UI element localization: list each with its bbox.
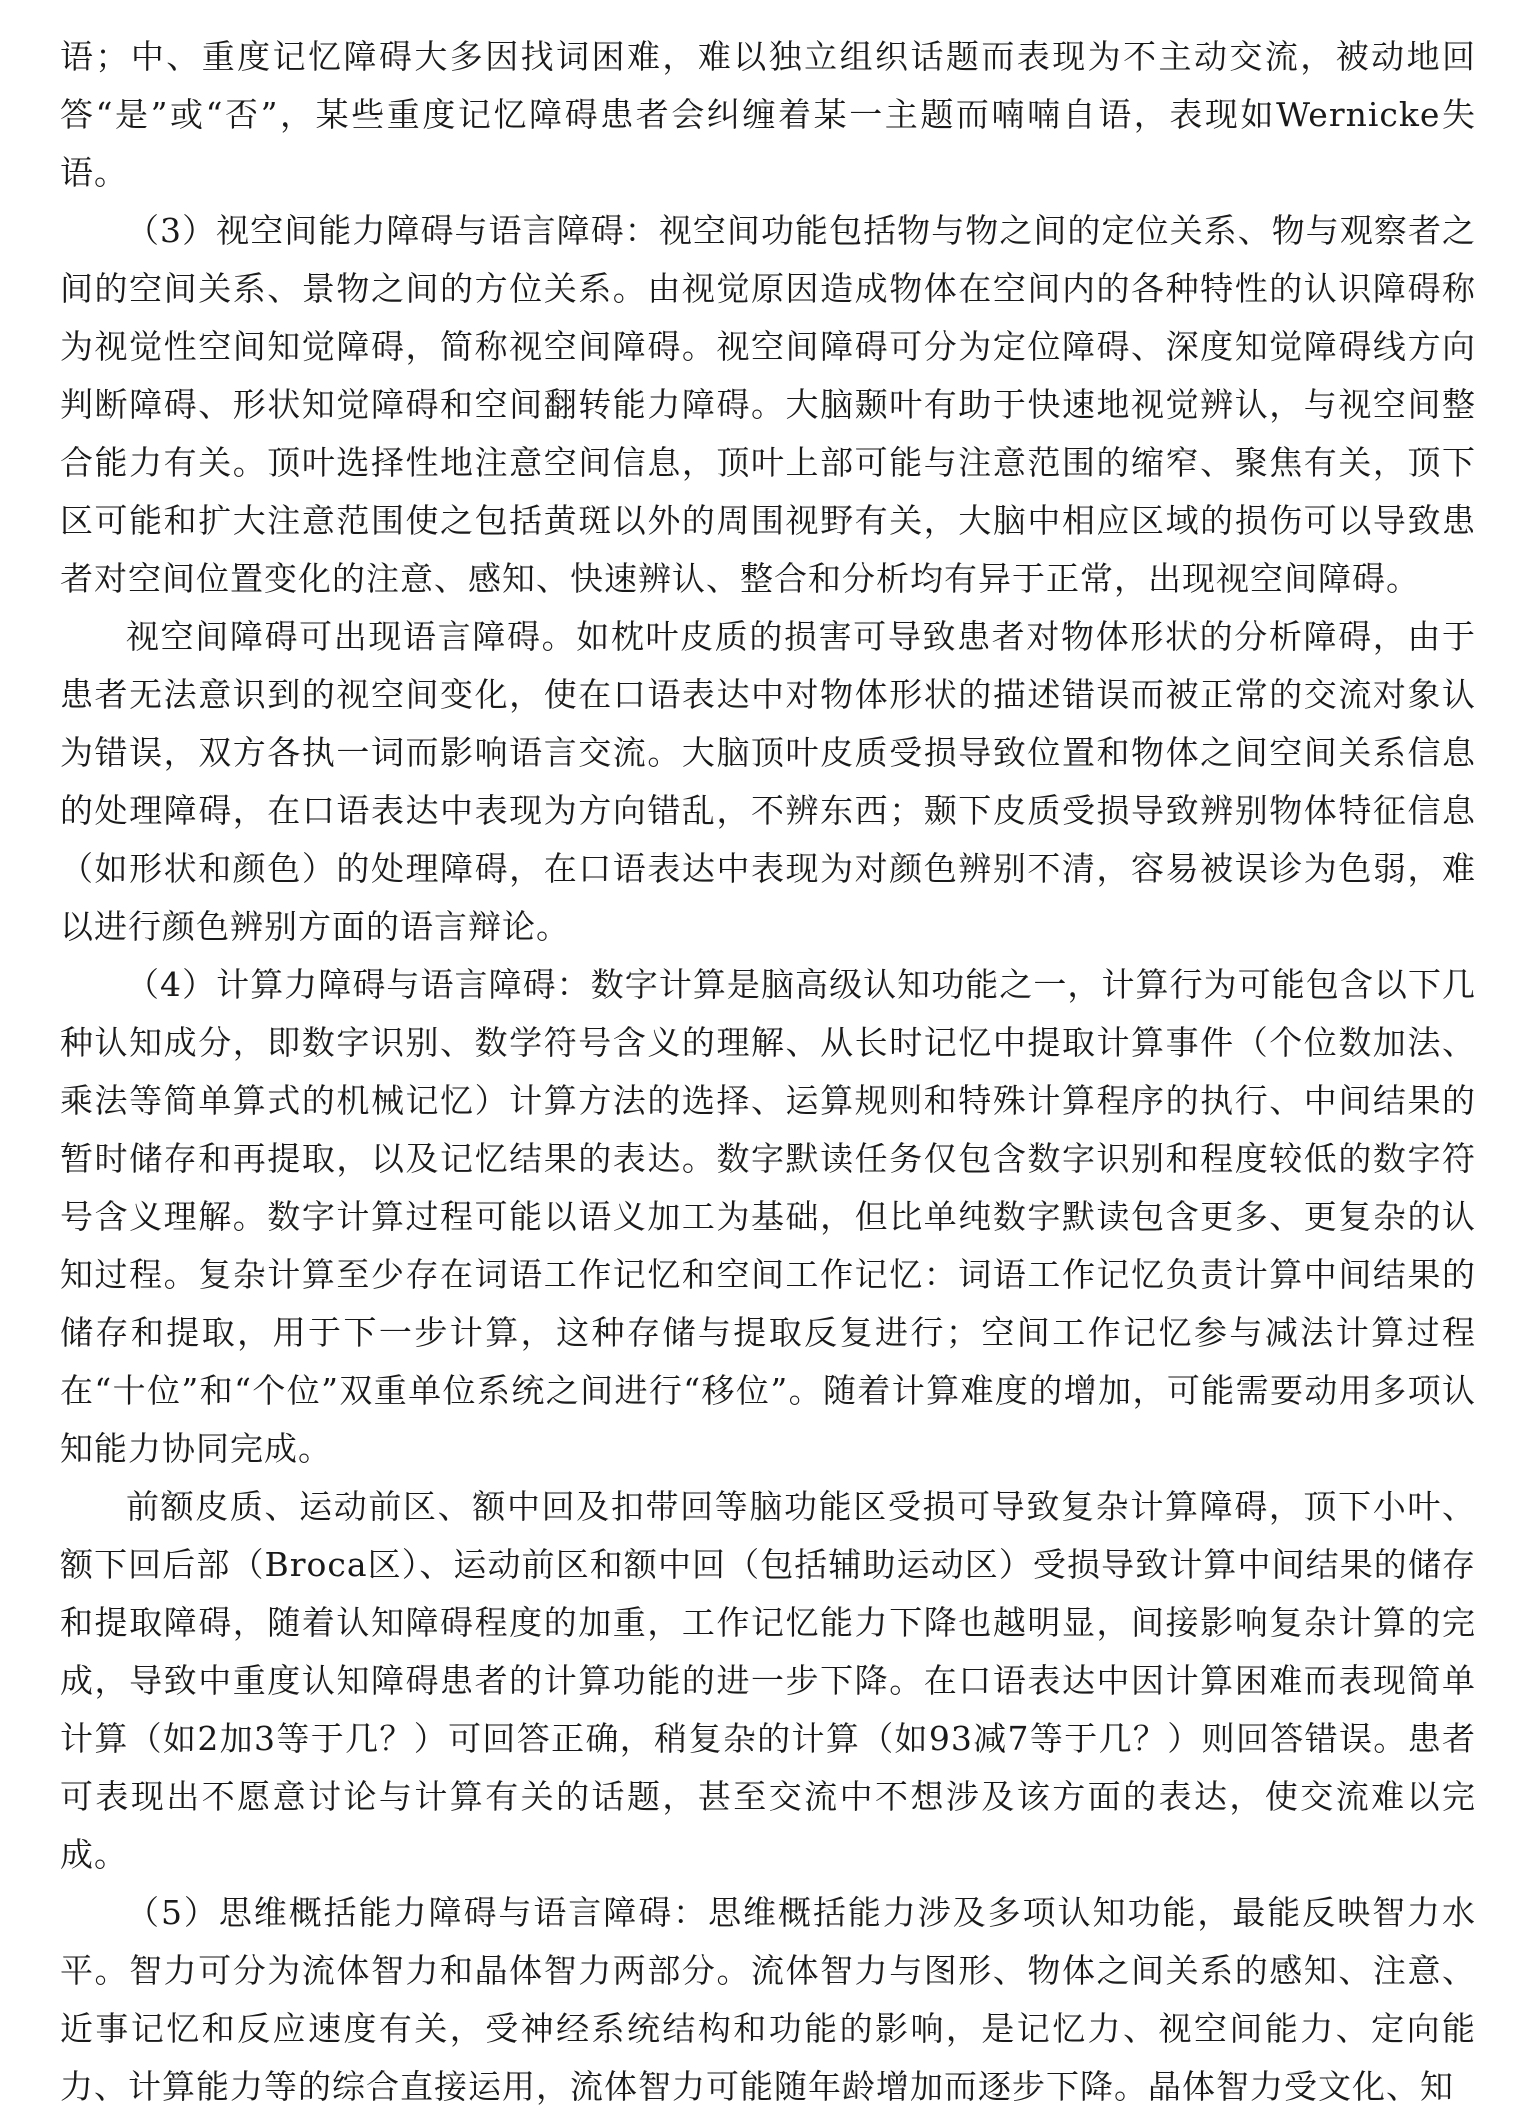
paragraph-visuospatial-language: 视空间障碍可出现语言障碍。如枕叶皮质的损害可导致患者对物体形状的分析障碍，由于患者无法意识到的视空间变化，使在口语表达中对物体形状的描述错误而被正常的交流对象认为错误，双方各执一词而影响语言交流。大脑顶叶皮质受损导致位置和物体之间空间关系信息的处理障碍，在口语表达中表现为方向错乱，不辨东西；颞下皮质受损导致辨别物体特征信息（如形状和颜色）的处理障碍，在口语表达中表现为对颜色辨别不清，容易被误诊为色弱，难以进行颜色辨别方面的语言辩论。 — [60, 617, 1476, 946]
paragraph-calculation: （4）计算力障碍与语言障碍：数字计算是脑高级认知功能之一，计算行为可能包含以下几种认知成分，即数字识别、数学符号含义的理解、从长时记忆中提取计算事件（个位数加法、乘法等简单算式的机械记忆）计算方法的选择、运算规则和特殊计算程序的执行、中间结果的暂时储存和再提取，以及记忆结果的表达。数字默读任务仅包含数字识别和程度较低的数字符号含义理解。数字计算过程可能以语义加工为基础，但比单纯数字默读包含更多、更复杂的认知过程。复杂计算至少存在词语工作记忆和空间工作记忆：词语工作记忆负责计算中间结果的储存和提取，用于下一步计算，这种存储与提取反复进行；空间工作记忆参与减法计算过程在“十位”和“个位”双重单位系统之间进行“移位”。随着计算难度的增加，可能需要动用多项认知能力协同完成。 — [60, 965, 1476, 1468]
paragraph-abstract-thinking: （5）思维概括能力障碍与语言障碍：思维概括能力涉及多项认知功能，最能反映智力水平。智力可分为流体智力和晶体智力两部分。流体智力与图形、物体之间关系的感知、注意、近事记忆和反应速度有关，受神经系统结构和功能的影响，是记忆力、视空间能力、定向能力、计算能力等的综合直接运用，流体智力可能随年龄增加而逐步下降。晶体智力受文化、知 — [60, 1893, 1476, 2106]
paragraph-continuation: 语；中、重度记忆障碍大多因找词困难，难以独立组织话题而表现为不主动交流，被动地回答“是”或“否”，某些重度记忆障碍患者会纠缠着某一主题而喃喃自语，表现如Wernicke失语。 — [60, 37, 1476, 192]
document-page — [60, 28, 1476, 2116]
paragraph-calculation-regions: 前额皮质、运动前区、额中回及扣带回等脑功能区受损可导致复杂计算障碍，顶下小叶、额下回后部（Broca区）、运动前区和额中回（包括辅助运动区）受损导致计算中间结果的储存和提取障碍，随着认知障碍程度的加重，工作记忆能力下降也越明显，间接影响复杂计算的完成，导致中重度认知障碍患者的计算功能的进一步下降。在口语表达中因计算困难而表现简单计算（如2加3等于几？）可回答正确，稍复杂的计算（如93减7等于几？）则回答错误。患者可表现出不愿意讨论与计算有关的话题，甚至交流中不想涉及该方面的表达，使交流难以完成。 — [60, 1487, 1476, 1874]
paragraph-visuospatial: （3）视空间能力障碍与语言障碍：视空间功能包括物与物之间的定位关系、物与观察者之间的空间关系、景物之间的方位关系。由视觉原因造成物体在空间内的各种特性的认识障碍称为视觉性空间知觉障碍，简称视空间障碍。视空间障碍可分为定位障碍、深度知觉障碍线方向判断障碍、形状知觉障碍和空间翻转能力障碍。大脑颞叶有助于快速地视觉辨认，与视空间整合能力有关。顶叶选择性地注意空间信息，顶叶上部可能与注意范围的缩窄、聚焦有关，顶下区可能和扩大注意范围使之包括黄斑以外的周围视野有关，大脑中相应区域的损伤可以导致患者对空间位置变化的注意、感知、快速辨认、整合和分析均有异于正常，出现视空间障碍。 — [60, 211, 1476, 598]
